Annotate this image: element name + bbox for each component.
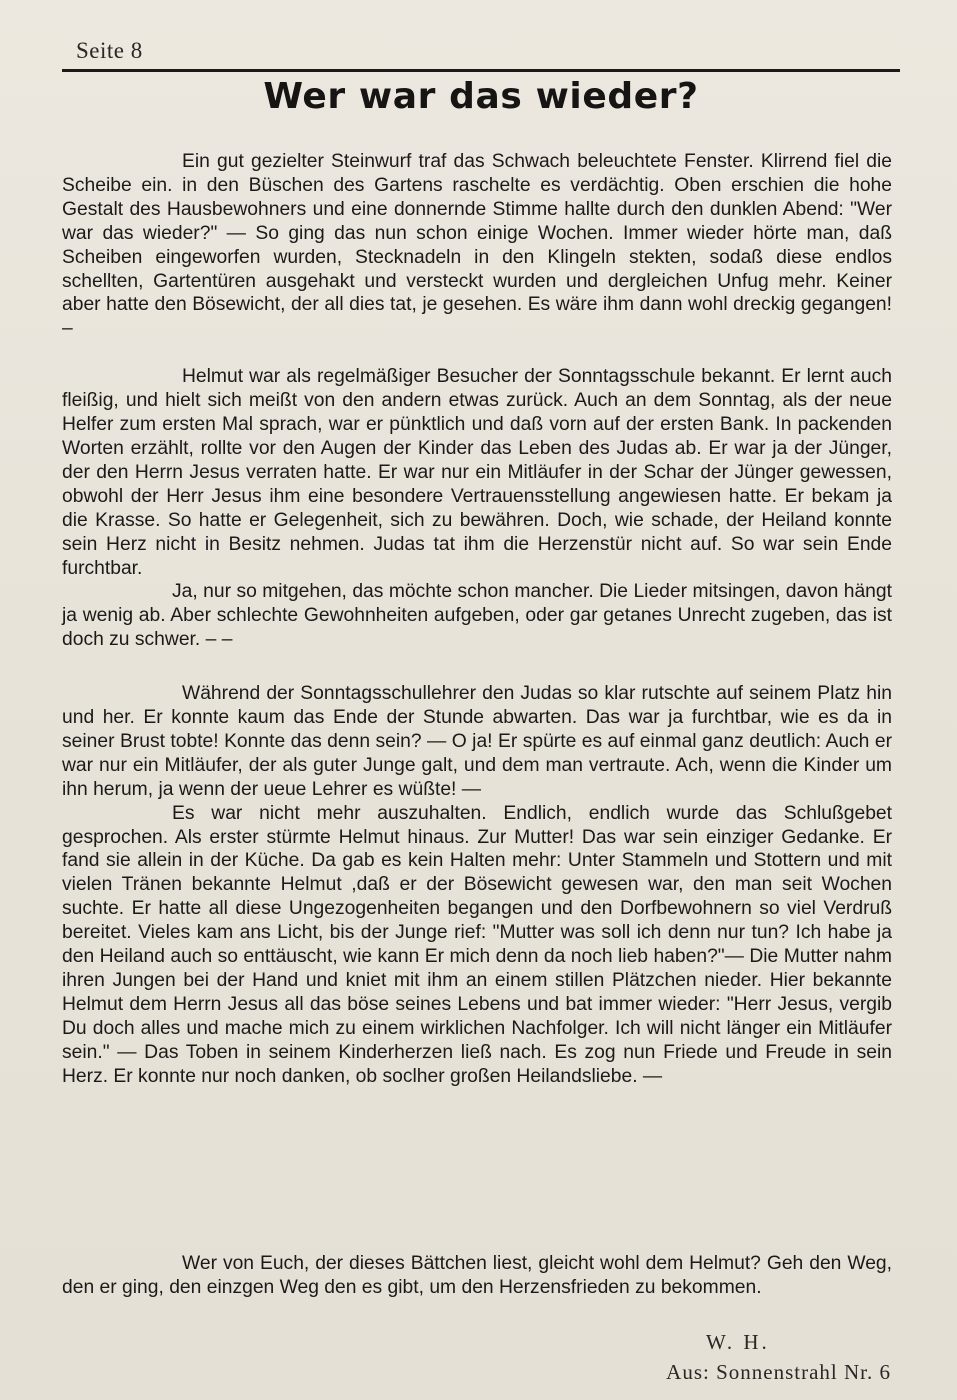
paragraph-4: Während der Sonntagsschullehrer den Judas so klar rutschte auf seinem Platz hin und her. Er konnte kaum das Ende der Stunde abwarten. Das war ja furchtbar, wie es da in seiner Brust tobte! Konnte das denn sein? — O ja! Er spürte es auf einmal ganz deutlich: Auch er war nur ein Mitläufer, der als guter Junge galt, und dem man vertraute. Ach, wenn die Kinder um ihn herum, ja wenn der ueue Lehrer es wüßte! —: [62, 683, 892, 800]
source-credit: Aus: Sonnenstrahl Nr. 6: [666, 1360, 891, 1384]
paragraph-1: Ein gut gezielter Steinwurf traf das Schwach beleuchtete Fenster. Klirrend fiel die Scheibe ein. in den Büschen des Gartens raschelte es verdächtig. Oben erschien die hohe Gestalt des Hausbewohners und eine donnernde Stimme hallte durch den dunklen Abend: "Wer war das wieder?" — So ging das nun schon einige Wochen. Immer wieder hörte man, daß Scheiben eingeworfen wurden, Stecknadeln in den Klingeln stekten, sodaß diese endlos schellten, Gartentüren ausgehakt und versteckt wurden und dergleichen Unfug mehr. Keiner aber hatte den Bösewicht, der all dies tat, je gesehen. Es wäre ihm dann wohl dreckig gegangen! –: [62, 151, 892, 340]
page-header: [62, 36, 900, 72]
header-rule: [62, 69, 900, 72]
article-body: [62, 150, 892, 1089]
page-number: Seite 8: [76, 38, 143, 63]
closing-paragraph: Wer von Euch, der dieses Bättchen liest, gleicht wohl dem Helmut? Geh den Weg, den er ging, den einzgen Weg den es gibt, um den Herzensfrieden zu bekommen.: [62, 1253, 892, 1298]
paragraph-2: Helmut war als regelmäßiger Besucher der Sonntagsschule bekannt. Er lernt auch fleißig, und hielt sich meißt von den andern etwas zurück. Auch an dem Sonntag, als der neue Helfer zum ersten Mal sprach, war er pünktlich und daß vorn auf der ersten Bank. In packenden Worten erzählt, rollte vor den Augen der Kinder das Leben des Judas ab. Er war ja der Jünger, der den Herrn Jesus verraten hatte. Er war nur ein Mitläufer in der Schar der Jünger gewessen, obwohl der Herr Jesus ihm eine besondere Vertrauensstellung angewiesen hatte. Er bekam ja die Krasse. So hatte er Gelegenheit, sich zu bewähren. Doch, wie schade, der Heiland konnte sein Herz nicht in Besitz nehmen. Judas tat ihm die Herzenstür nicht auf. So war sein Ende furchtbar.: [62, 366, 892, 579]
author-signature: W. H.: [706, 1330, 770, 1354]
article-title: Wer war das wieder?: [263, 76, 699, 117]
paragraph-3: Ja, nur so mitgehen, das möchte schon mancher. Die Lieder mitsingen, davon hängt ja wenig ab. Aber schlechte Gewohnheiten aufgeben, oder gar getanes Unrecht zugeben, das ist doch zu schwer. – –: [62, 581, 892, 651]
paragraph-5: Es war nicht mehr auszuhalten. Endlich, endlich wurde das Schlußgebet gesprochen. Als erster stürmte Helmut hinaus. Zur Mutter! Das war sein einziger Gedanke. Er fand sie allein in der Küche. Da gab es kein Halten mehr: Unter Stammeln und Stottern und mit vielen Tränen bekannte Helmut ,daß er der Bösewicht gewesen war, den man seit Wochen suchte. Er hatte all diese Ungezogenheiten begangen und den Dorfbewohnern so viel Verdruß bereitet. Vieles kam ans Licht, bis der Junge rief: "Mutter was soll ich denn nur tun? Ich habe ja den Heiland auch so enttäuscht, wie kann Er mich denn da noch lieb haben?"— Die Mutter nahm ihren Jungen bei der Hand und kniet mit ihm an einem stillen Plätzchen nieder. Hier bekannte Helmut dem Herrn Jesus all das böse seines Lebens und bat immer wieder: "Herr Jesus, vergib Du doch alles und mache mich zu einem wirklichen Nachfolger. Ich will nicht länger ein Mitläufer sein." — Das Toben in seinem Kinderherzen ließ nach. Es zog nun Friede und Freude in sein Herz. Er konnte nur noch danken, ob soclher großen Heilandsliebe. —: [62, 802, 892, 1087]
